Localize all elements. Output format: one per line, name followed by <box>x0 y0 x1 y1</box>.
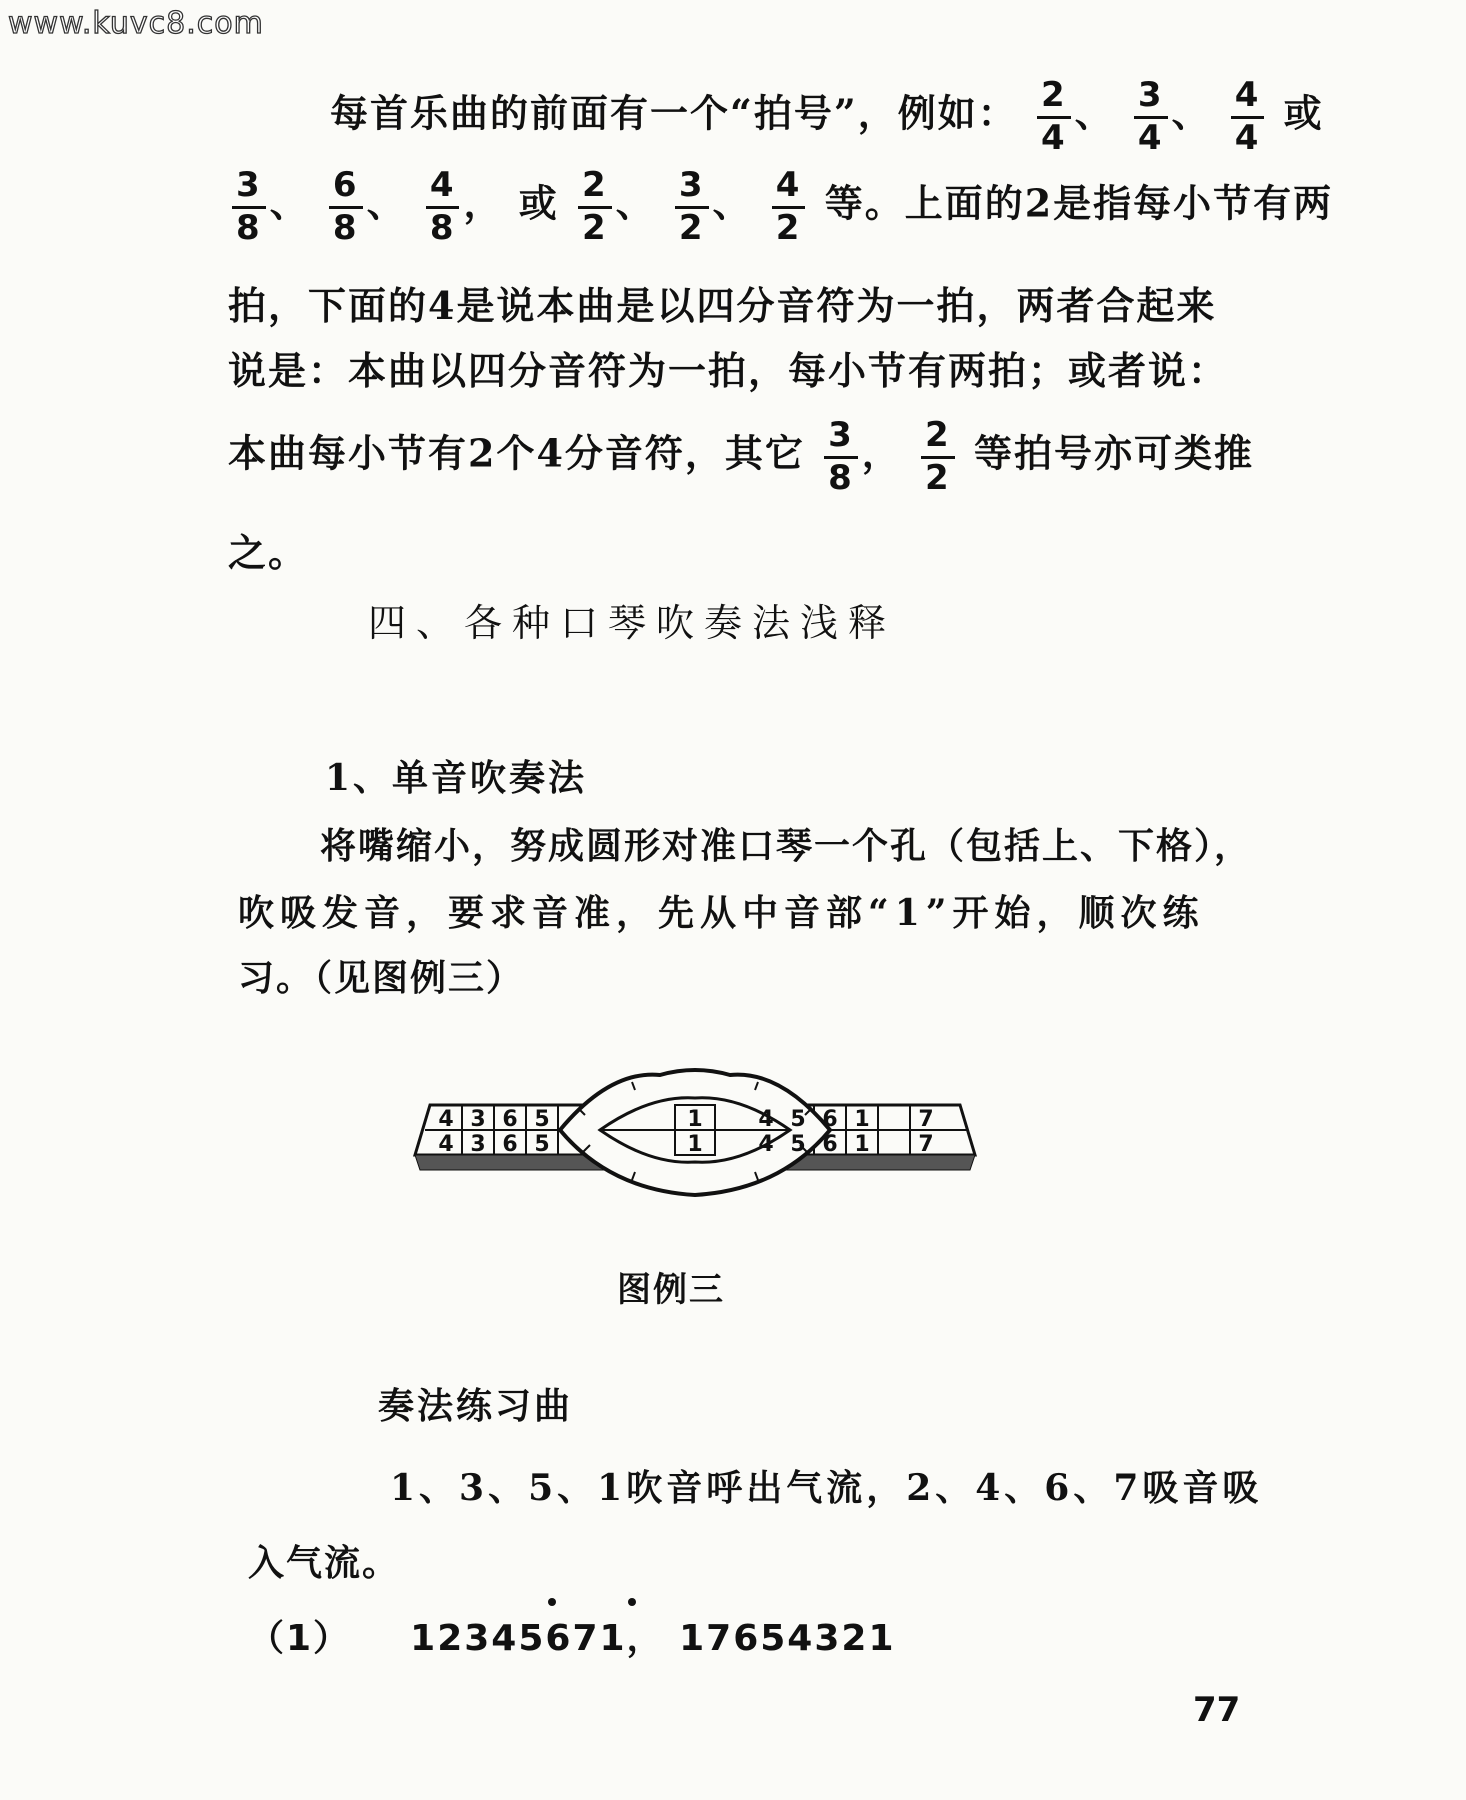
para1-line2-tail: 等。上面的2是指每小节有两 <box>824 180 1334 226</box>
para1-line1: 每首乐曲的前面有一个“拍号”，例如： $\frac{2}{4}$ 、 $\frac{3}{4}$ 、 $\frac{4}{4}$ 或 <box>330 75 1324 158</box>
subsection-title: 1、单音吹奏法 <box>325 757 588 799</box>
subsection-line1: 将嘴缩小，努成圆形对准口琴一个孔（包括上、下格）， <box>320 825 1253 867</box>
frac-2-2: $\frac{2}{2}$ <box>578 168 612 246</box>
bottom-hole-label: 7 <box>918 1132 934 1157</box>
frac-4-2: $\frac{4}{2}$ <box>772 168 806 246</box>
para1-line1-tail: 或 <box>1283 90 1324 136</box>
top-hole-label: 5 <box>790 1107 806 1132</box>
scale-ascending: 12345671 <box>410 1618 627 1659</box>
scale-descending: 17654321 <box>679 1618 896 1659</box>
bottom-hole-label: 6 <box>822 1132 838 1157</box>
frac-4-4: $\frac{4}{4}$ <box>1231 78 1265 156</box>
figure-caption: 图例三 <box>617 1270 725 1310</box>
para1-line5: 本曲每小节有2个4分音符，其它 $\frac{3}{8}$ ， $\frac{2}{2}$ 等拍号亦可类推 <box>228 415 1254 498</box>
bottom-hole-label: 3 <box>470 1132 486 1157</box>
para1-line2: $\frac{3}{8}$ 、 $\frac{6}{8}$ 、 $\frac{4}{8}$ ， 或 $\frac{2}{2}$ 、 $\frac{3}{2}$ 、 $\frac{4}{2}$ 等。上面的2是指每小节有两 <box>228 168 1333 246</box>
frac-2-2-b: $\frac{2}{2}$ <box>921 418 955 496</box>
bottom-hole-label: 5 <box>790 1132 806 1157</box>
harmonica-illustration <box>410 1060 980 1210</box>
frac-3-2: $\frac{3}{2}$ <box>675 168 709 246</box>
top-hole-label: 6 <box>822 1107 838 1132</box>
bottom-hole-label: 6 <box>502 1132 518 1157</box>
para1-line3: 拍，下面的4是说本曲是以四分音符为一拍，两者合起来 <box>228 283 1217 328</box>
harmonica-figure <box>410 1060 980 1210</box>
frac-3-8-b: $\frac{3}{8}$ <box>824 418 858 496</box>
subsection-line3: 习。（见图例三） <box>238 957 525 999</box>
top-hole-label: 4 <box>438 1107 454 1132</box>
watermark: www.kuvc8.com <box>8 6 264 41</box>
frac-2-4: $\frac{2}{4}$ <box>1037 78 1071 156</box>
high-octave-dot <box>548 1598 556 1606</box>
top-hole-label: 1 <box>687 1107 703 1132</box>
bottom-hole-label: 1 <box>854 1132 870 1157</box>
para1-line6: 之。 <box>228 530 309 575</box>
para1-line1-text: 每首乐曲的前面有一个“拍号”，例如： <box>330 90 1018 136</box>
para1-line5-tail: 等拍号亦可类推 <box>973 430 1254 476</box>
bottom-hole-label: 4 <box>438 1132 454 1157</box>
para1-line2-mid: 或 <box>518 180 559 226</box>
subsection-line2: 吹吸发音，要求音准，先从中音部“1”开始，顺次练 <box>238 892 1205 934</box>
exercise-line1: 1、3、5、1吹音呼出气流，2、4、6、7吸音吸 <box>390 1467 1263 1509</box>
top-hole-label: 5 <box>534 1107 550 1132</box>
frac-3-4: $\frac{3}{4}$ <box>1134 78 1168 156</box>
para1-line5-head: 本曲每小节有2个4分音符，其它 <box>228 430 805 476</box>
top-hole-label: 6 <box>502 1107 518 1132</box>
frac-6-8: $\frac{6}{8}$ <box>329 168 363 246</box>
section-heading: 四、各种口琴吹奏法浅释 <box>368 601 897 645</box>
frac-3-8: $\frac{3}{8}$ <box>232 168 266 246</box>
exercise-item-label: （1） <box>248 1618 352 1659</box>
exercise-item-1 <box>248 1610 896 1661</box>
top-hole-label: 7 <box>918 1107 934 1132</box>
frac-4-8: $\frac{4}{8}$ <box>426 168 460 246</box>
top-hole-label: 3 <box>470 1107 486 1132</box>
exercise-line2: 入气流。 <box>248 1542 401 1584</box>
exercise-title: 奏法练习曲 <box>378 1385 574 1427</box>
bottom-hole-label: 1 <box>687 1132 703 1157</box>
para1-line4: 说是：本曲以四分音符为一拍，每小节有两拍；或者说： <box>228 348 1229 393</box>
scale-separator: ， <box>626 1618 665 1659</box>
bottom-hole-label: 4 <box>758 1132 774 1157</box>
bottom-hole-label: 5 <box>534 1132 550 1157</box>
top-hole-label: 4 <box>758 1107 774 1132</box>
page-number: 77 <box>1193 1690 1241 1730</box>
high-octave-dot <box>628 1598 636 1606</box>
top-hole-label: 1 <box>854 1107 870 1132</box>
